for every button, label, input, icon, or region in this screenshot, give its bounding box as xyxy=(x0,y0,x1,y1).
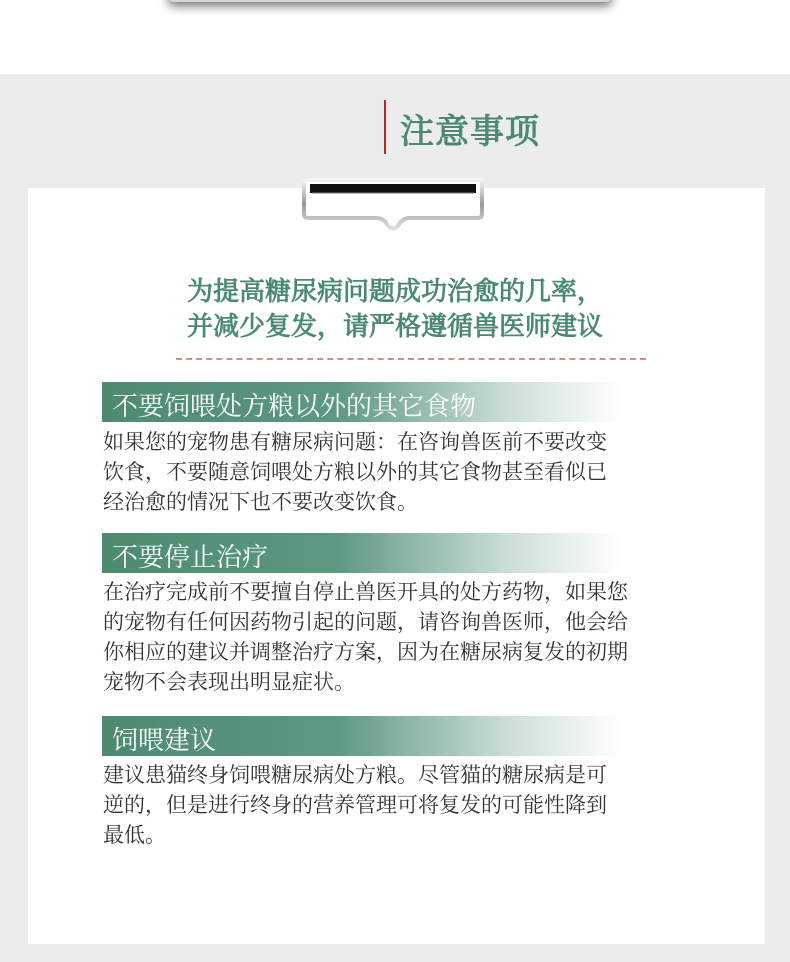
body-line: 经治愈的情况下也不要改变饮食。 xyxy=(103,490,418,514)
body-line: 饮食，不要随意饲喂处方粮以外的其它食物甚至看似已 xyxy=(103,460,607,484)
section-heading-text: 不要饲喂处方粮以外的其它食物 xyxy=(112,392,477,422)
body-line: 建议患猫终身饲喂糖尿病处方粮。尽管猫的糖尿病是可 xyxy=(103,763,607,787)
section-heading-feeding-advice xyxy=(102,716,622,756)
body-line: 你相应的建议并调整治疗方案，因为在糖尿病复发的初期 xyxy=(103,640,628,664)
body-line: 宠物不会表现出明显症状。 xyxy=(103,670,355,694)
section-heading-dont-stop-treatment xyxy=(102,533,622,573)
page-title: 注意事项 xyxy=(400,112,540,152)
top-frame-edge xyxy=(168,0,612,2)
section-heading-text: 不要停止治疗 xyxy=(112,543,269,573)
body-line: 在治疗完成前不要擅自停止兽医开具的处方药物，如果您 xyxy=(103,580,628,604)
title-accent-bar xyxy=(384,100,386,154)
body-line: 最低。 xyxy=(103,823,166,847)
body-line: 的宠物有任何因药物引起的问题，请咨询兽医师，他会给 xyxy=(103,610,628,634)
section-body-no-other-food xyxy=(103,427,713,517)
top-banner xyxy=(0,0,790,74)
body-line: 如果您的宠物患有糖尿病问题：在咨询兽医前不要改变 xyxy=(103,430,607,454)
clipboard-clip-icon xyxy=(302,176,484,232)
section-heading-no-other-food xyxy=(102,382,622,422)
section-body-feeding-advice xyxy=(103,760,713,850)
body-line: 逆的，但是进行终身的营养管理可将复发的可能性降到 xyxy=(103,793,607,817)
intro-line-1: 为提高糖尿病问题成功治愈的几率， xyxy=(186,277,603,307)
dashed-divider xyxy=(176,358,646,360)
intro-line-2: 并减少复发，请严格遵循兽医师建议 xyxy=(186,312,603,342)
section-body-dont-stop-treatment xyxy=(103,577,713,697)
section-heading-text: 饲喂建议 xyxy=(112,726,217,756)
